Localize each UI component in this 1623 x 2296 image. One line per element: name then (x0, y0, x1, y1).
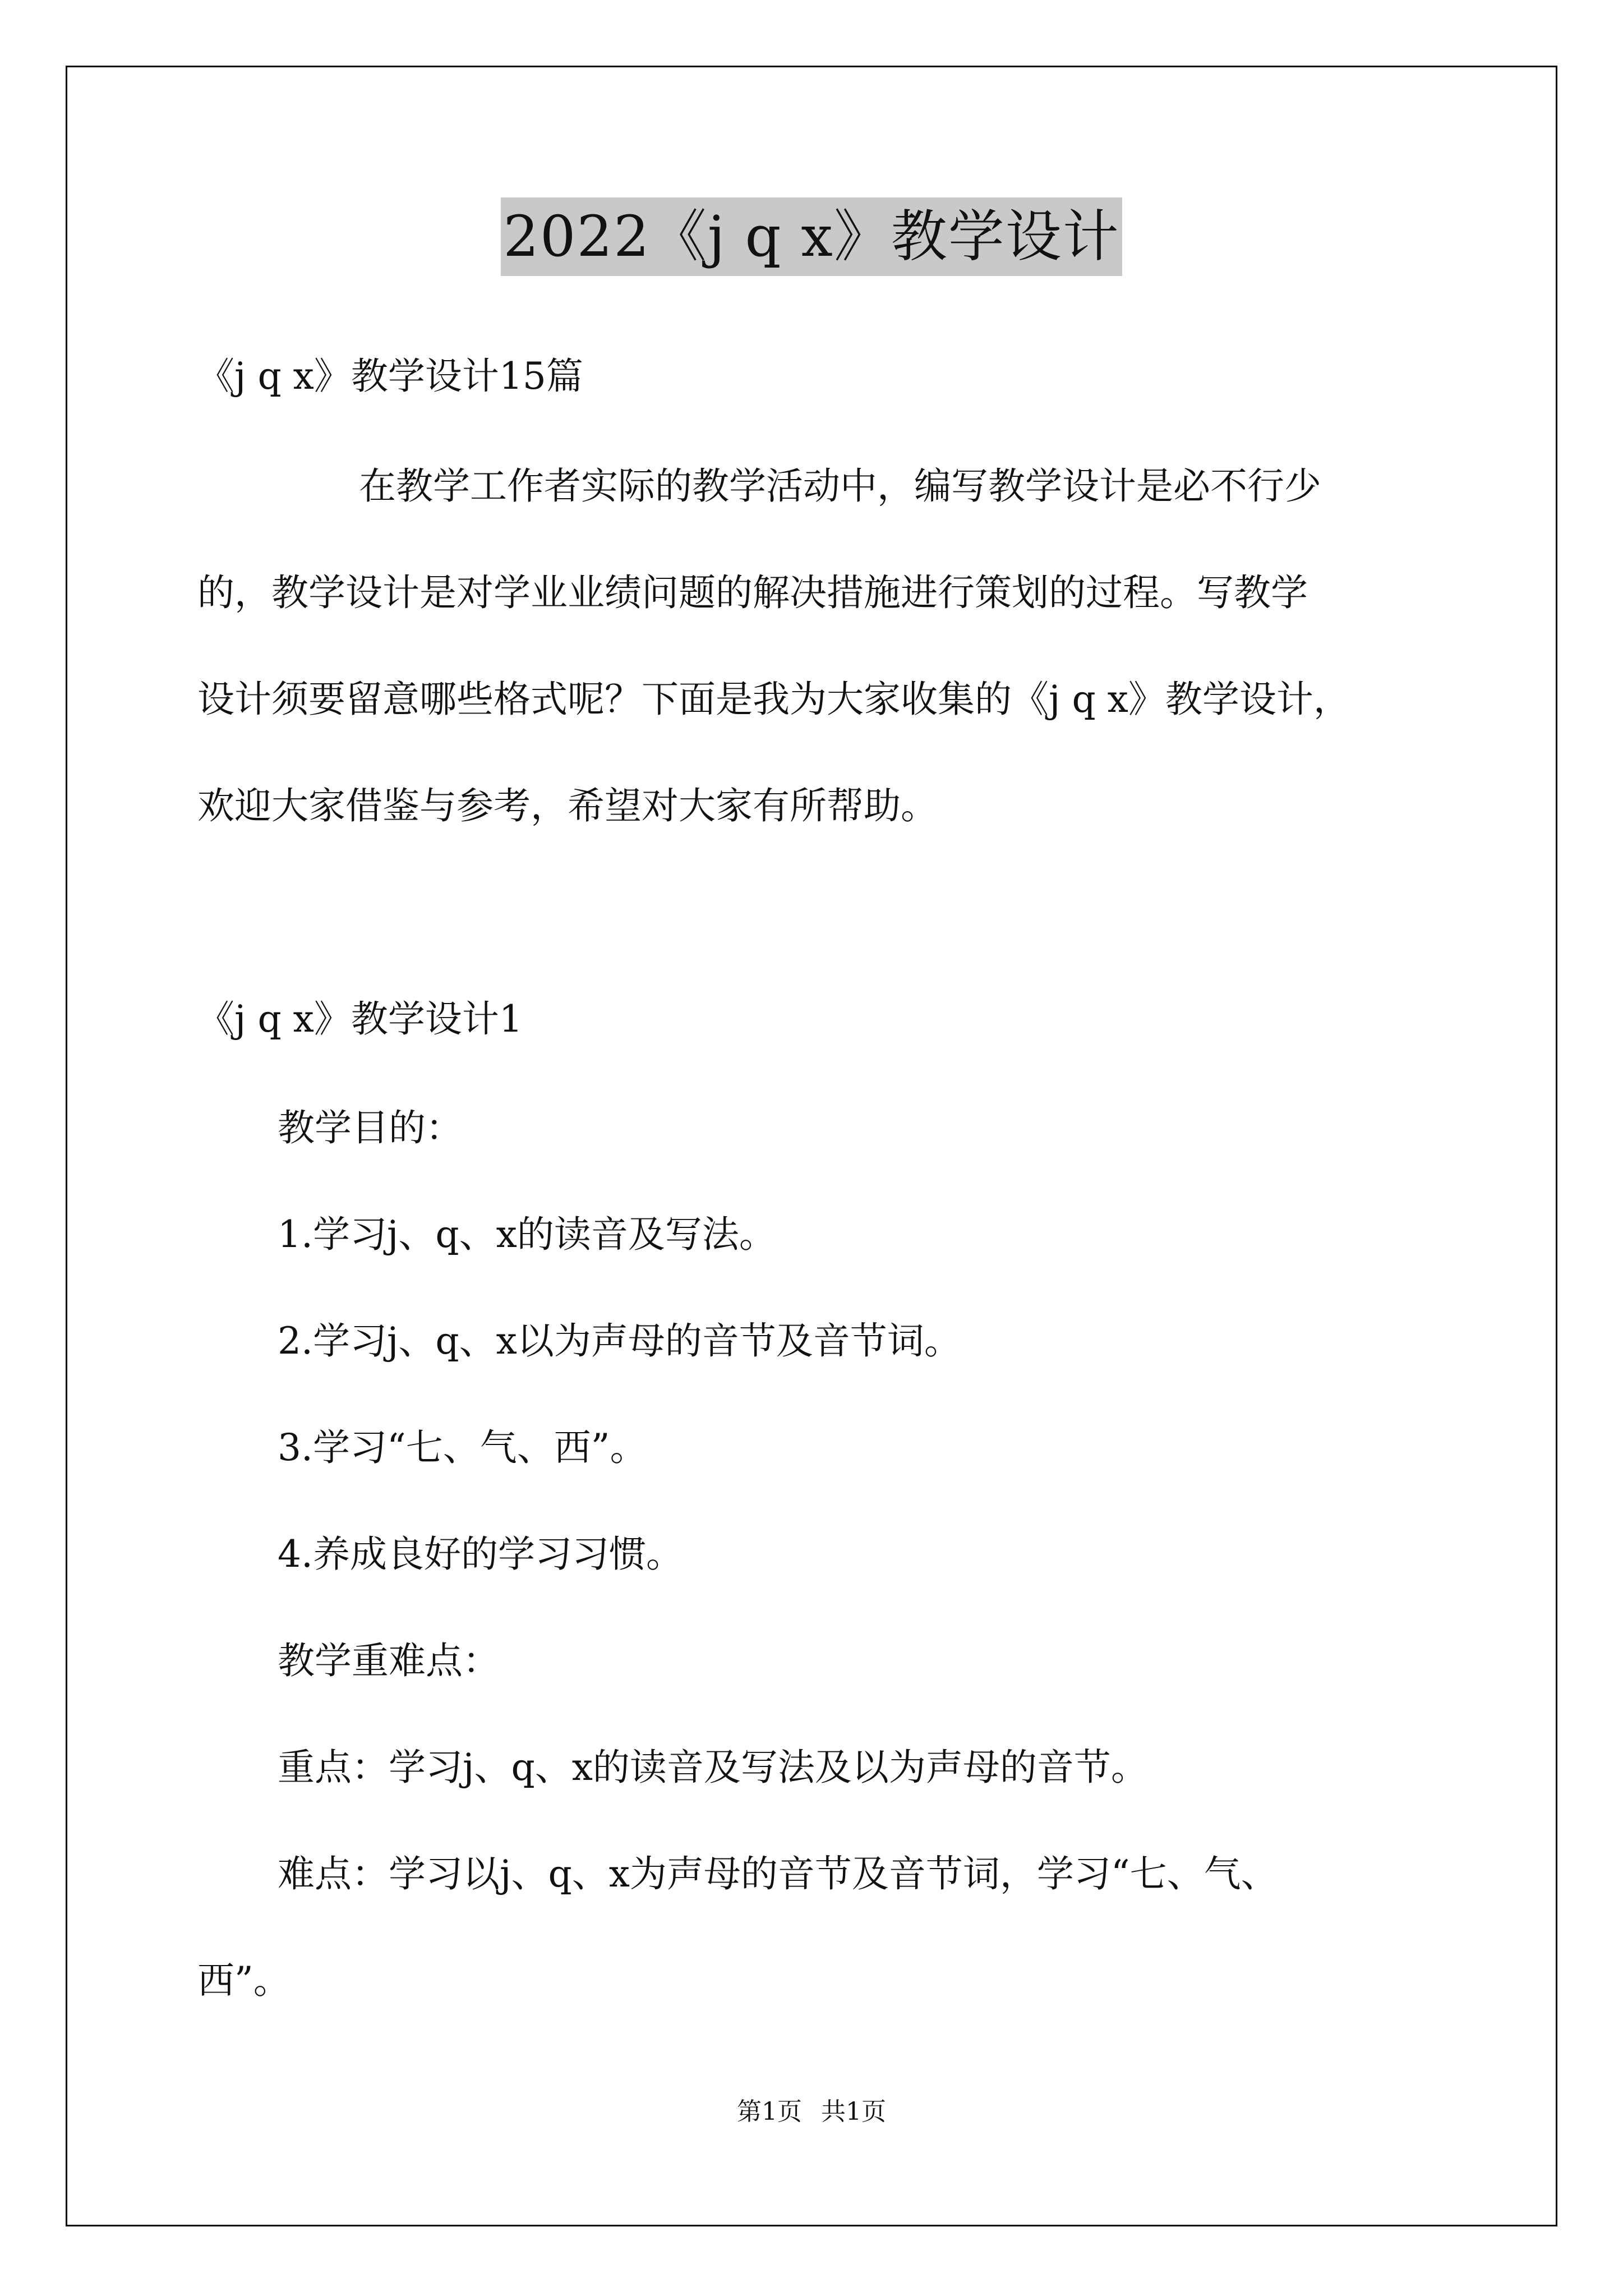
page-footer (0, 2095, 1623, 2129)
objective-item-3: 3.学习“七、气、西”。 (278, 1426, 647, 1469)
title-container (0, 197, 1623, 276)
objective-item-4: 4.养成良好的学习习惯。 (278, 1533, 683, 1576)
key-points-heading: 教学重难点： (278, 1639, 500, 1682)
difficulty-line-1: 难点：学习以j、q、x为声母的音节及音节词，学习“七、气、 (278, 1852, 1278, 1895)
intro-line-4: 欢迎大家借鉴与参考，希望对大家有所帮助。 (197, 784, 938, 827)
intro-line-3: 设计须要留意哪些格式呢？下面是我为大家收集的《j q x》教学设计， (197, 678, 1350, 721)
page-number-current: 第1页 (737, 2097, 802, 2126)
document-subtitle: 《j q x》教学设计15篇 (197, 355, 583, 398)
intro-line-2: 的，教学设计是对学业业绩问题的解决措施进行策划的过程。写教学 (197, 571, 1308, 614)
objective-item-2: 2.学习j、q、x以为声母的音节及音节词。 (278, 1319, 961, 1363)
key-point: 重点：学习j、q、x的读音及写法及以为声母的音节。 (278, 1746, 1148, 1789)
document-title: 2022《j q x》教学设计 (501, 197, 1122, 276)
section-heading: 《j q x》教学设计1 (197, 997, 523, 1041)
page-number-total: 共1页 (821, 2097, 886, 2126)
objective-item-1: 1.学习j、q、x的读音及写法。 (278, 1213, 776, 1256)
objectives-heading: 教学目的： (278, 1106, 463, 1149)
difficulty-line-2: 西”。 (197, 1959, 291, 2002)
intro-line-1: 在教学工作者实际的教学活动中，编写教学设计是必不行少 (359, 464, 1321, 508)
